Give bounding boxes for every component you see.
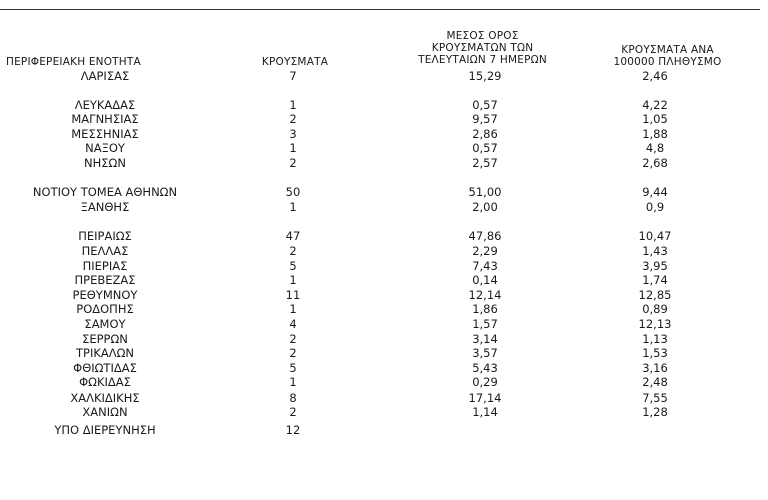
table-row [0, 127, 768, 141]
top-rule [0, 9, 760, 10]
table-row [0, 156, 768, 170]
avg-cell: 47,86 [468, 229, 502, 243]
rate-cell: 9,44 [642, 185, 668, 199]
rate-cell: 3,95 [642, 259, 668, 273]
avg-cell: 1,57 [472, 317, 498, 331]
rate-cell: 1,74 [642, 273, 668, 287]
cases-cell: 5 [289, 361, 297, 375]
table-row [0, 317, 768, 331]
header-cases: ΚΡΟΥΣΜΑΤΑ [261, 56, 329, 68]
table-row [0, 423, 768, 437]
region-cell: ΡΟΔΟΠΗΣ [76, 302, 134, 316]
avg-cell: 5,43 [472, 361, 498, 375]
avg-cell: 1,86 [472, 302, 498, 316]
header-avg-line: ΤΕΛΕΥΤΑΙΩΝ 7 ΗΜΕΡΩΝ [418, 54, 547, 66]
region-cell: ΥΠΟ ΔΙΕΡΕΥΝΗΣΗ [54, 423, 156, 437]
rate-cell: 10,47 [638, 229, 672, 243]
rate-cell: 0,9 [645, 200, 665, 214]
region-cell: ΠΙΕΡΙΑΣ [82, 259, 128, 273]
table-row [0, 259, 768, 273]
region-cell: ΦΘΙΩΤΙΔΑΣ [73, 361, 137, 375]
avg-cell: 1,14 [472, 405, 498, 419]
cases-cell: 3 [289, 127, 297, 141]
table-row [0, 244, 768, 258]
region-cell: ΧΑΛΚΙΔΙΚΗΣ [70, 391, 140, 405]
region-cell: ΠΕΙΡΑΙΩΣ [78, 229, 132, 243]
region-cell: ΠΡΕΒΕΖΑΣ [74, 273, 136, 287]
avg-cell: 0,57 [472, 141, 498, 155]
region-cell: ΣΕΡΡΩΝ [82, 332, 128, 346]
rate-cell: 1,53 [642, 346, 668, 360]
region-cell: ΦΩΚΙΔΑΣ [79, 375, 131, 389]
avg-cell: 7,43 [472, 259, 498, 273]
region-cell: ΞΑΝΘΗΣ [80, 200, 130, 214]
cases-cell: 50 [285, 185, 301, 199]
table-row [0, 185, 768, 199]
region-cell: ΝΟΤΙΟΥ ΤΟΜΕΑ ΑΘΗΝΩΝ [32, 185, 178, 199]
cases-cell: 2 [289, 112, 297, 126]
rate-cell: 1,13 [642, 332, 668, 346]
cases-cell: 1 [289, 141, 297, 155]
table-row [0, 69, 768, 83]
rate-cell: 12,13 [638, 317, 672, 331]
cases-cell: 2 [289, 346, 297, 360]
avg-cell: 0,14 [472, 273, 498, 287]
table-row [0, 391, 768, 405]
region-cell: ΜΕΣΣΗΝΙΑΣ [71, 127, 139, 141]
cases-cell: 1 [289, 375, 297, 389]
table-row [0, 302, 768, 316]
header-avg-7-days [395, 30, 570, 66]
avg-cell: 3,57 [472, 346, 498, 360]
region-cell: ΛΑΡΙΣΑΣ [80, 69, 130, 83]
header-per100k-line: ΚΡΟΥΣΜΑΤΑ ΑΝΑ [621, 44, 714, 56]
avg-cell: 2,00 [472, 200, 498, 214]
rate-cell: 2,48 [642, 375, 668, 389]
rate-cell: 2,68 [642, 156, 668, 170]
table-row [0, 361, 768, 375]
header-per-100k [585, 44, 750, 68]
avg-cell: 0,29 [472, 375, 498, 389]
cases-cell: 2 [289, 405, 297, 419]
table-row [0, 98, 768, 112]
header-region: ΠΕΡΙΦΕΡΕΙΑΚΗ ΕΝΟΤΗΤΑ [6, 56, 141, 68]
rate-cell: 1,88 [642, 127, 668, 141]
cases-cell: 47 [285, 229, 301, 243]
region-cell: ΠΕΛΛΑΣ [81, 244, 129, 258]
cases-cell: 1 [289, 273, 297, 287]
region-cell: ΛΕΥΚΑΔΑΣ [74, 98, 136, 112]
cases-cell: 11 [285, 288, 301, 302]
header-avg-line: ΚΡΟΥΣΜΑΤΩΝ ΤΩΝ [431, 42, 534, 54]
rate-cell: 1,43 [642, 244, 668, 258]
table-row [0, 405, 768, 419]
region-cell: ΜΑΓΝΗΣΙΑΣ [71, 112, 139, 126]
avg-cell: 15,29 [468, 69, 502, 83]
rate-cell: 3,16 [642, 361, 668, 375]
region-cell: ΣΑΜΟΥ [84, 317, 126, 331]
table-row [0, 288, 768, 302]
region-cell: ΧΑΝΙΩΝ [82, 405, 128, 419]
cases-cell: 1 [289, 98, 297, 112]
table-row [0, 112, 768, 126]
rate-cell: 7,55 [642, 391, 668, 405]
table-row [0, 200, 768, 214]
cases-cell: 4 [289, 317, 297, 331]
region-cell: ΡΕΘΥΜΝΟΥ [72, 288, 138, 302]
rate-cell: 4,22 [642, 98, 668, 112]
region-cell: ΤΡΙΚΑΛΩΝ [75, 346, 135, 360]
rate-cell: 1,28 [642, 405, 668, 419]
table-row [0, 346, 768, 360]
cases-cell: 2 [289, 332, 297, 346]
cases-cell: 2 [289, 244, 297, 258]
table-row [0, 141, 768, 155]
avg-cell: 9,57 [472, 112, 498, 126]
region-cell: ΝΑΞΟΥ [85, 141, 125, 155]
cases-cell: 2 [289, 156, 297, 170]
region-cell: ΝΗΣΩΝ [84, 156, 126, 170]
avg-cell: 2,29 [472, 244, 498, 258]
rate-cell: 1,05 [642, 112, 668, 126]
cases-cell: 8 [289, 391, 297, 405]
avg-cell: 51,00 [468, 185, 502, 199]
table-row [0, 375, 768, 389]
rate-cell: 4,8 [645, 141, 665, 155]
cases-cell: 1 [289, 200, 297, 214]
table-row [0, 273, 768, 287]
rate-cell: 2,46 [642, 69, 668, 83]
rate-cell: 0,89 [642, 302, 668, 316]
table-row [0, 229, 768, 243]
avg-cell: 17,14 [468, 391, 502, 405]
cases-cell: 12 [285, 423, 301, 437]
header-per100k-line: 100000 ΠΛΗΘΥΣΜΟ [613, 56, 722, 68]
table-row [0, 332, 768, 346]
rate-cell: 12,85 [638, 288, 672, 302]
avg-cell: 3,14 [472, 332, 498, 346]
cases-cell: 5 [289, 259, 297, 273]
avg-cell: 12,14 [468, 288, 502, 302]
header-avg-line: ΜΕΣΟΣ ΟΡΟΣ [446, 30, 519, 42]
cases-cell: 1 [289, 302, 297, 316]
cases-cell: 7 [289, 69, 297, 83]
avg-cell: 2,86 [472, 127, 498, 141]
avg-cell: 2,57 [472, 156, 498, 170]
avg-cell: 0,57 [472, 98, 498, 112]
